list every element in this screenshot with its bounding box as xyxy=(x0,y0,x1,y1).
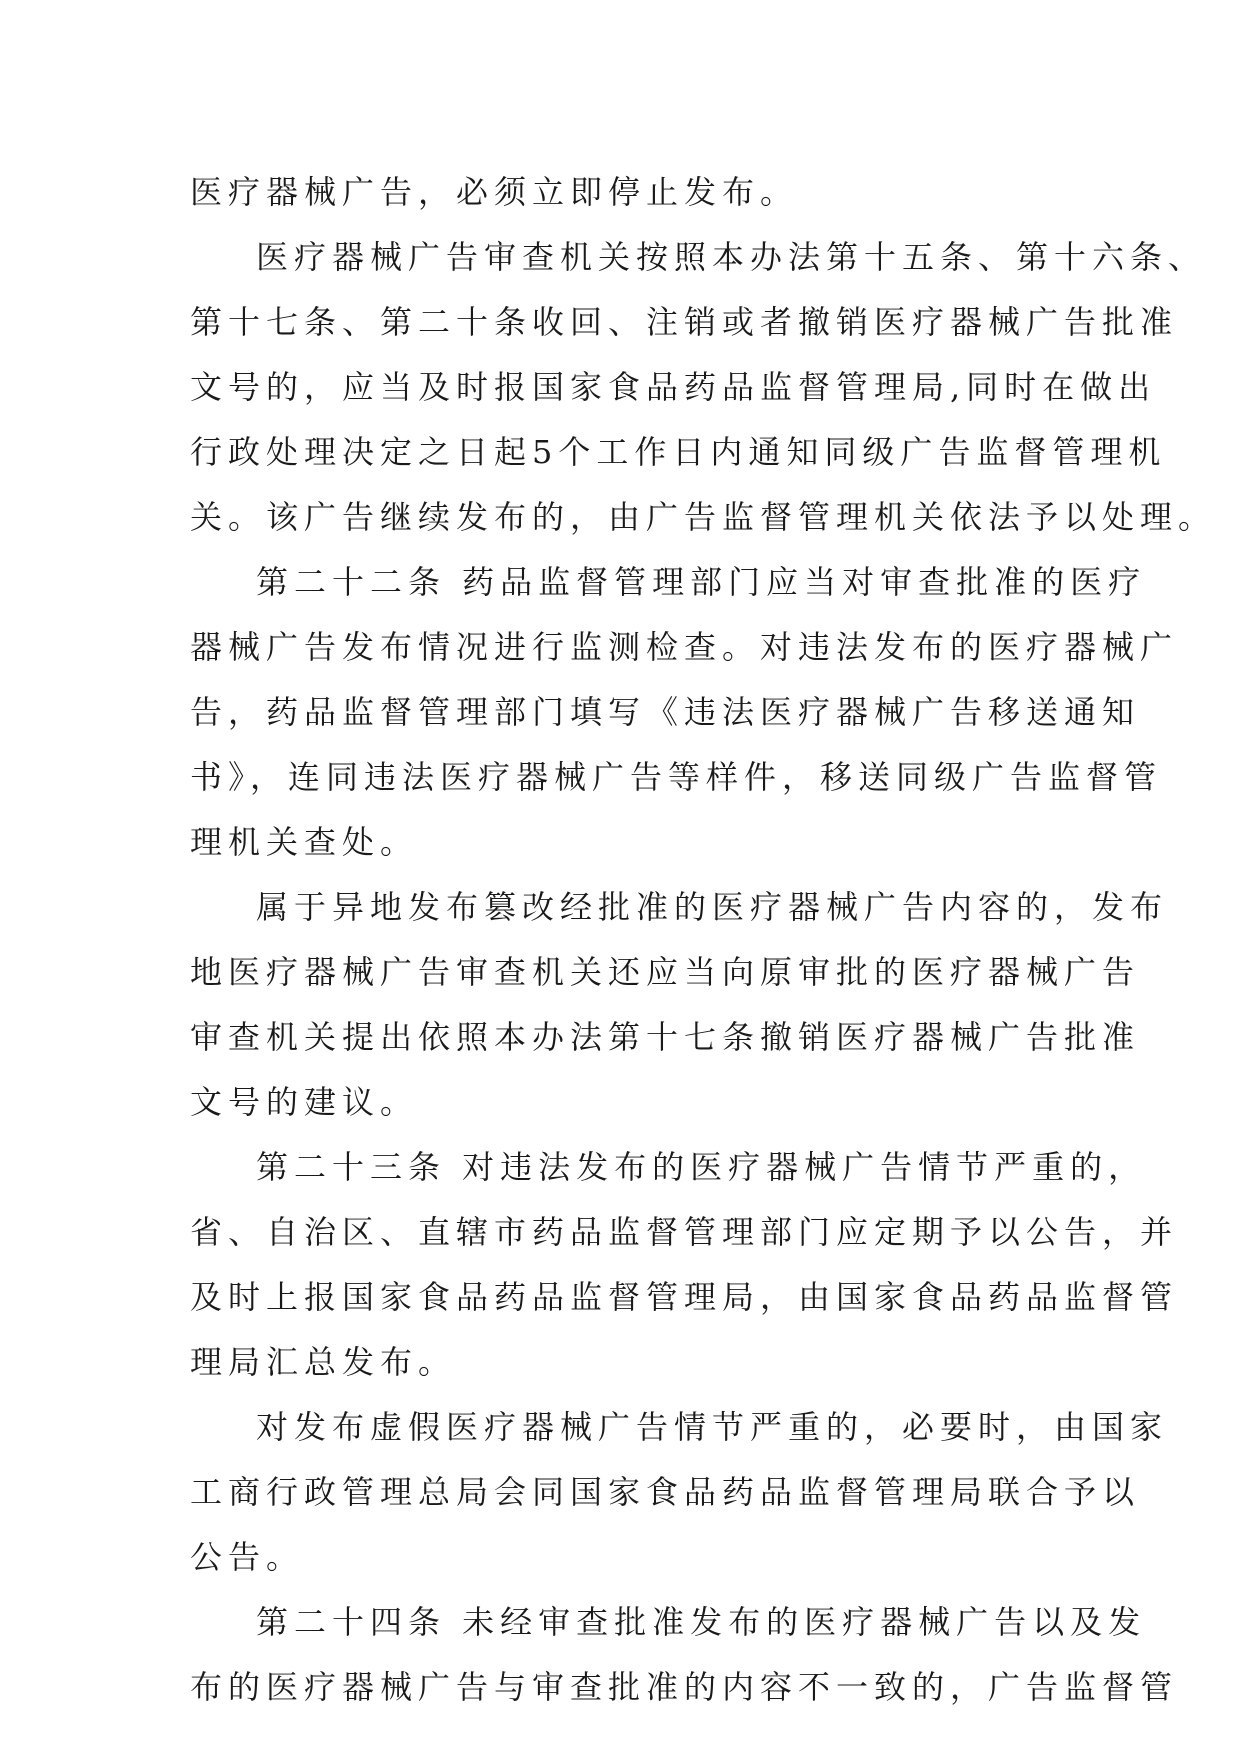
text-line: 审查机关提出依照本办法第十七条撤销医疗器械广告批准 xyxy=(190,1018,1141,1056)
text-line: 行政处理决定之日起5个工作日内通知同级广告监督管理机 xyxy=(190,433,1167,471)
text-line: 属于异地发布篡改经批准的医疗器械广告内容的，发布 xyxy=(256,888,1169,926)
text-line: 地医疗器械广告审查机关还应当向原审批的医疗器械广告 xyxy=(190,953,1141,991)
text-line: 医疗器械广告，必须立即停止发布。 xyxy=(190,173,799,211)
text-line: 第十七条、第二十条收回、注销或者撤销医疗器械广告批准 xyxy=(190,303,1179,341)
text-line: 公告。 xyxy=(190,1538,305,1576)
text-line: 理机关查处。 xyxy=(190,823,419,861)
text-line: 第二十三条 对违法发布的医疗器械广告情节严重的， xyxy=(256,1148,1147,1186)
text-line: 关。该广告继续发布的，由广告监督管理机关依法予以处理。 xyxy=(190,498,1217,536)
text-line: 文号的建议。 xyxy=(190,1083,419,1121)
text-line: 布的医疗器械广告与审查批准的内容不一致的，广告监督管 xyxy=(190,1668,1179,1706)
text-line: 及时上报国家食品药品监督管理局，由国家食品药品监督管 xyxy=(190,1278,1179,1316)
text-line: 省、自治区、直辖市药品监督管理部门应定期予以公告，并 xyxy=(190,1213,1179,1251)
text-line: 工商行政管理总局会同国家食品药品监督管理局联合予以 xyxy=(190,1473,1141,1511)
text-line: 医疗器械广告审查机关按照本办法第十五条、第十六条、 xyxy=(256,238,1207,276)
document-body xyxy=(190,160,1217,1720)
text-line: 理局汇总发布。 xyxy=(190,1343,457,1381)
text-line: 文号的，应当及时报国家食品药品监督管理局,同时在做出 xyxy=(190,368,1157,406)
text-line: 对发布虚假医疗器械广告情节严重的，必要时，由国家 xyxy=(256,1408,1169,1446)
text-line: 书》，连同违法医疗器械广告等样件，移送同级广告监督管 xyxy=(190,758,1163,796)
text-line: 第二十二条 药品监督管理部门应当对审查批准的医疗 xyxy=(256,563,1147,601)
text-line: 告，药品监督管理部门填写《违法医疗器械广告移送通知 xyxy=(190,693,1141,731)
text-line: 第二十四条 未经审查批准发布的医疗器械广告以及发 xyxy=(256,1603,1147,1641)
text-line: 器械广告发布情况进行监测检查。对违法发布的医疗器械广 xyxy=(190,628,1179,666)
